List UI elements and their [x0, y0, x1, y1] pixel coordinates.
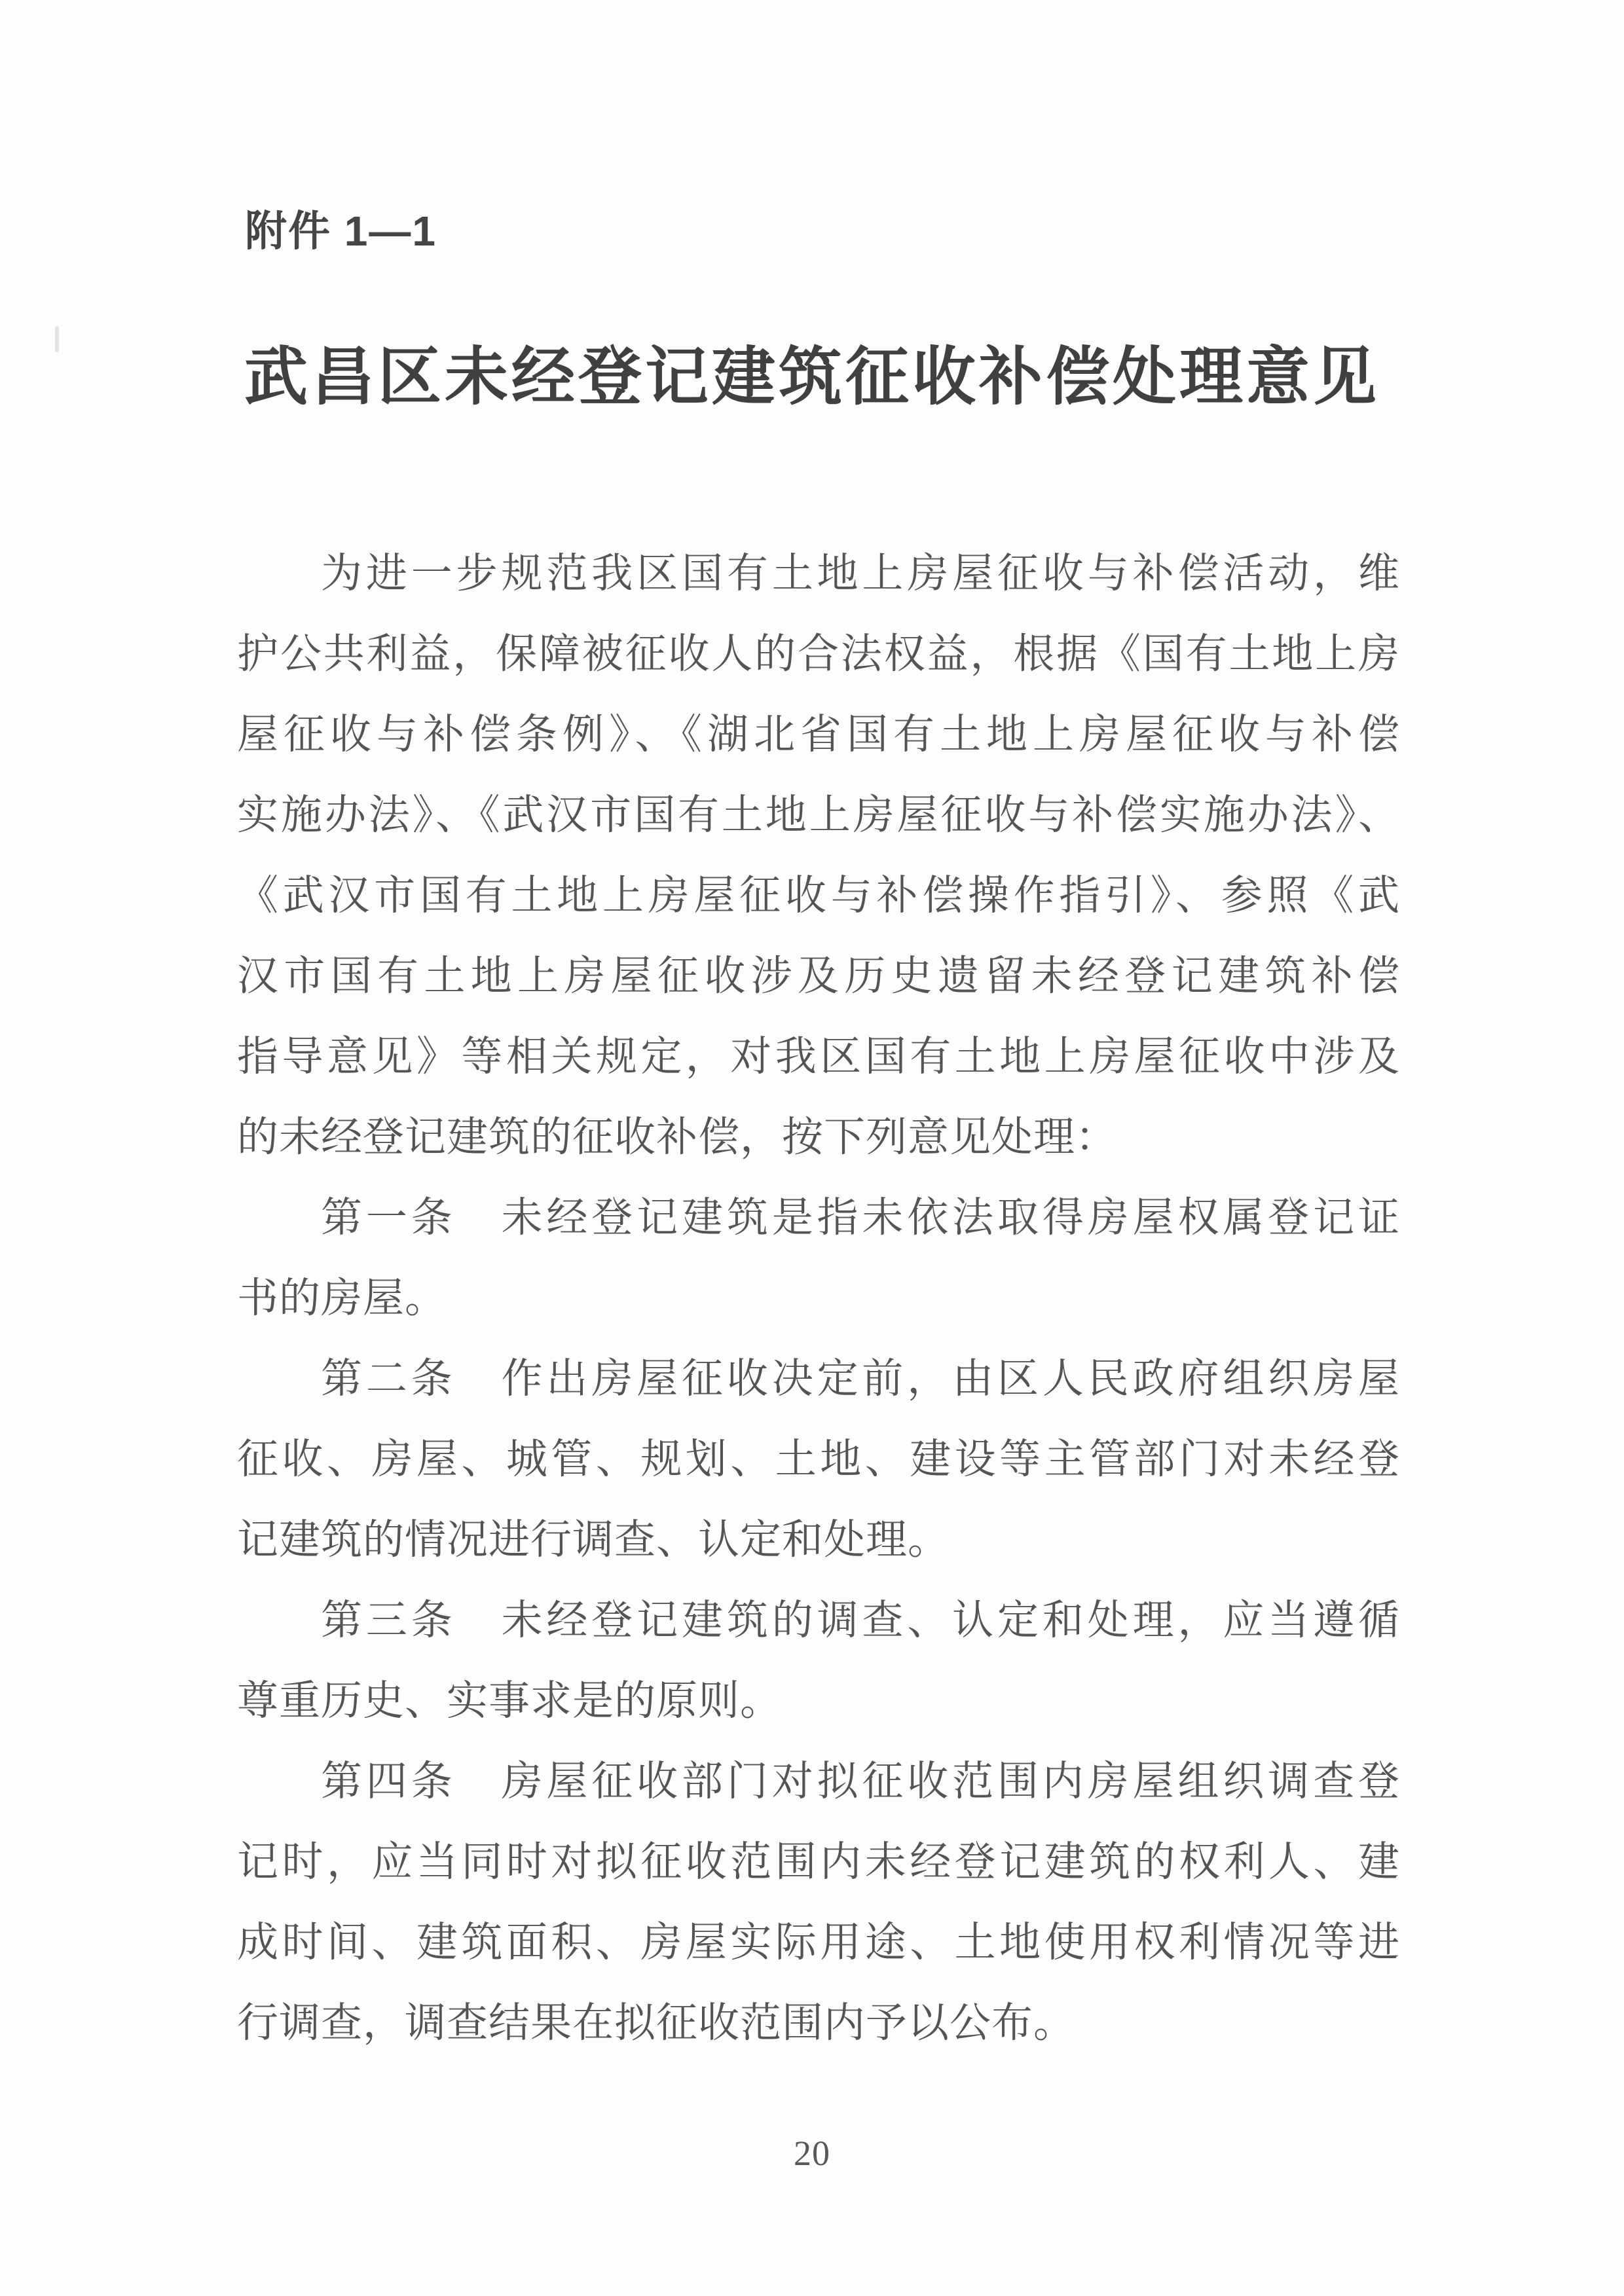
text-line: 实施办法》、《武汉市国有土地上房屋征收与补偿实施办法》、	[237, 792, 1400, 838]
text-line: 记时，应当同时对拟征收范围内未经登记建筑的权利人、建	[237, 1839, 1400, 1885]
text-line: 记建筑的情况进行调查、认定和处理。	[237, 1517, 950, 1563]
paragraph-intro	[237, 534, 1400, 1178]
text-line: 指导意见》等相关规定，对我区国有土地上房屋征收中涉及	[237, 1034, 1400, 1080]
text-line: 第四条 房屋征收部门对拟征收范围内房屋组织调查登	[321, 1758, 1400, 1804]
page-number: 20	[794, 2134, 830, 2173]
text-line: 为进一步规范我区国有土地上房屋征收与补偿活动，维	[321, 551, 1400, 596]
text-line: 第二条 作出房屋征收决定前，由区人民政府组织房屋	[321, 1356, 1400, 1402]
paragraph-article-3	[237, 1580, 1400, 1741]
text-line: 书的房屋。	[237, 1275, 447, 1321]
paragraph-article-4	[237, 1741, 1400, 2064]
text-line: 的未经登记建筑的征收补偿，按下列意见处理：	[237, 1114, 1117, 1160]
text-line: 第三条 未经登记建筑的调查、认定和处理，应当遵循	[321, 1597, 1400, 1643]
text-line: 屋征收与补偿条例》、《湖北省国有土地上房屋征收与补偿	[237, 712, 1400, 757]
text-line: 行调查，调查结果在拟征收范围内予以公布。	[237, 2000, 1075, 2046]
document-body	[237, 534, 1400, 2064]
document-title: 武昌区未经登记建筑征收补偿处理意见	[244, 342, 1380, 412]
paragraph-article-1	[237, 1178, 1400, 1339]
text-line: 汉市国有土地上房屋征收涉及历史遗留未经登记建筑补偿	[237, 953, 1400, 999]
text-line: 尊重历史、实事求是的原则。	[237, 1678, 782, 1724]
text-line: 征收、房屋、城管、规划、土地、建设等主管部门对未经登	[237, 1436, 1400, 1482]
text-line: 《武汉市国有土地上房屋征收与补偿操作指引》、参照《武	[237, 873, 1400, 919]
text-line: 护公共利益，保障被征收人的合法权益，根据《国有土地上房	[237, 631, 1400, 677]
attachment-label: 附件 1—1	[245, 208, 437, 255]
paragraph-article-2	[237, 1339, 1400, 1580]
text-line: 第一条 未经登记建筑是指未依法取得房屋权属登记证	[321, 1195, 1400, 1241]
text-line: 成时间、建筑面积、房屋实际用途、土地使用权利情况等进	[237, 1920, 1400, 1965]
